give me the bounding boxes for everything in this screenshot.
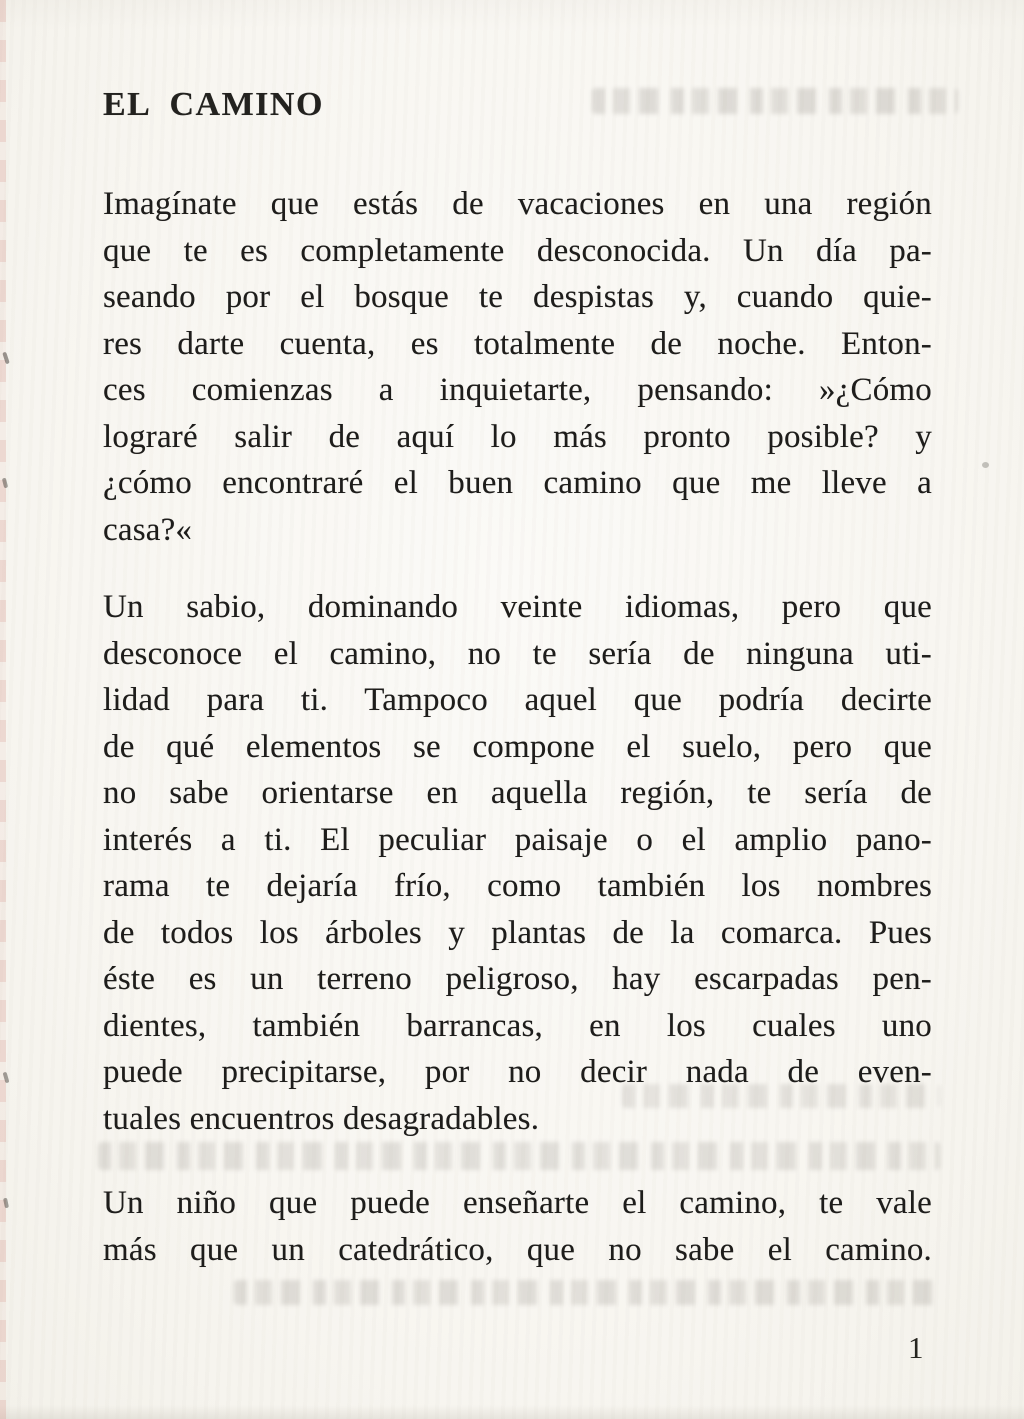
- text-line: ¿cómo encontraré el buen camino que me lleve a: [103, 465, 932, 501]
- text-line: Un sabio, dominando veinte idiomas, pero que: [103, 589, 932, 625]
- scan-speck: [3, 1198, 9, 1209]
- text-line: tuales encuentros desagradables.: [103, 1100, 540, 1137]
- text-line: no sabe orientarse en aquella región, te sería de: [103, 775, 932, 811]
- paragraph-2: [103, 584, 932, 1142]
- text-line: seando por el bosque te despistas y, cuando quie-: [103, 279, 932, 315]
- text-line: más que un catedrático, que no sabe el camino.: [103, 1231, 932, 1268]
- text-line: Un niño que puede enseñarte el camino, te vale: [103, 1185, 932, 1221]
- text-line: puede precipitarse, por no decir nada de even-: [103, 1054, 932, 1090]
- text-line: res darte cuenta, es totalmente de noche. Enton-: [103, 325, 932, 362]
- text-line: rama te dejaría frío, como también los nombres: [103, 868, 932, 904]
- text-line: de qué elementos se compone el suelo, pero que: [103, 728, 932, 765]
- text-line: éste es un terreno peligroso, hay escarpadas pen-: [103, 961, 932, 997]
- paragraph-1: [103, 181, 932, 553]
- text-line: lograré salir de aquí lo más pronto posible? y: [103, 418, 932, 455]
- text-line: que te es completamente desconocida. Un día pa-: [103, 232, 932, 269]
- scan-speck: [982, 462, 989, 468]
- bleedthrough-smudge: [592, 88, 958, 114]
- text-line: lidad para ti. Tampoco aquel que podría decirte: [103, 682, 932, 718]
- text-line: interés a ti. El peculiar paisaje o el amplio pano-: [103, 821, 932, 858]
- text-line: dientes, también barrancas, en los cuales uno: [103, 1007, 932, 1044]
- page-title: EL CAMINO: [103, 86, 324, 123]
- page-number: 1: [908, 1330, 924, 1365]
- text-line: de todos los árboles y plantas de la comarca. Pues: [103, 914, 932, 951]
- text-line: desconoce el camino, no te sería de ninguna uti-: [103, 635, 932, 672]
- bleedthrough-smudge: [98, 1142, 940, 1170]
- text-line: ces comienzas a inquietarte, pensando: »¿Cómo: [103, 372, 932, 408]
- paragraph-3: [103, 1180, 932, 1273]
- bleedthrough-smudge: [234, 1280, 938, 1305]
- bleedthrough-smudge: [622, 1084, 940, 1108]
- text-line: casa?«: [103, 511, 193, 548]
- text-line: Imagínate que estás de vacaciones en una región: [103, 186, 932, 222]
